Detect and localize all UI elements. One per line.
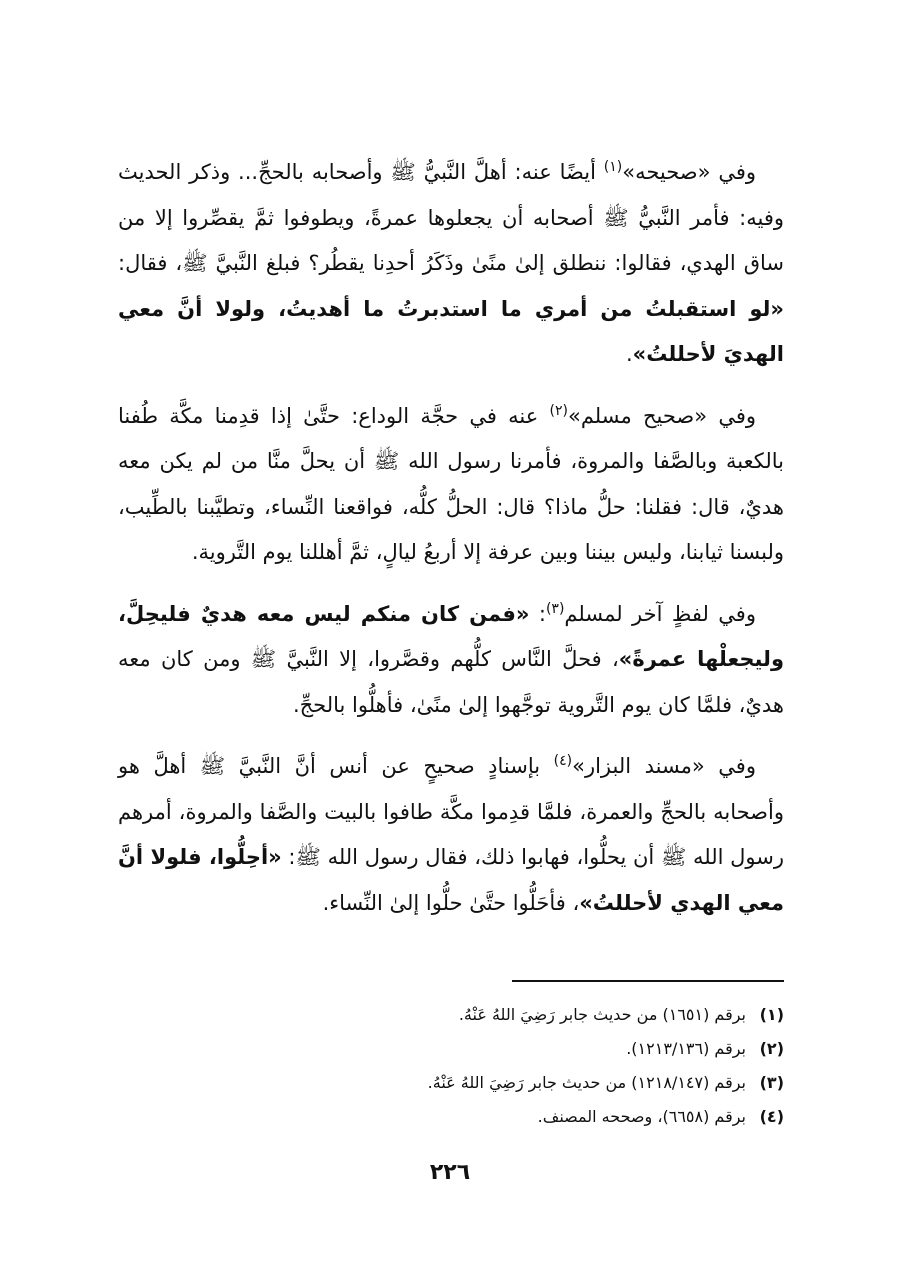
footnote-text: برقم (١٢١٣/١٣٦). [626, 1039, 746, 1058]
footnote-ref-3: (٣) [545, 600, 565, 617]
paragraph-2 [118, 394, 784, 576]
page-number: ٢٢٦ [429, 1160, 471, 1185]
footnote-text: برقم (١٦٥١) من حديث جابر رَضِيَ اللهُ عَنْهُ. [458, 1005, 746, 1024]
footnote-item [150, 998, 784, 1032]
footnote-item [150, 1100, 784, 1134]
footnote-text: برقم (١٢١٨/١٤٧) من حديث جابر رَضِيَ اللهُ عَنْهُ. [427, 1073, 746, 1092]
footnote-text: برقم (٦٦٥٨)، وصححه المصنف. [537, 1107, 746, 1126]
footnote-ref-2: (٢) [549, 402, 568, 419]
text-segment: بإسنادٍ صحيحٍ عن أنس أنَّ النَّبيَّ ﷺ أهلَّ هو وأصحابه بالحجِّ والعمرة، فلمَّا قدِموا مكَّة طافوا بالبيت والصَّفا والمروة، أمرهم رسول الله ﷺ أن يحلُّوا، فهابوا ذلك، فقال رسول الله ﷺ: [118, 754, 785, 869]
text-segment: عنه في حجَّة الوداع: حتَّىٰ إذا قدِمنا مكَّة طُفنا بالكعبة وبالصَّفا والمروة، فأمرنا رسول الله ﷺ أن يحلَّ منَّا من لم يكن معه هديٌ، قال: فقلنا: حلُّ ماذا؟ قال: الحلُّ كلُّه، فواقعنا النِّساء، وتطيَّبنا بالطِّيب، ولبسنا ثيابنا، وليس بيننا وبين عرفة إلا أربعُ ليالٍ، ثمَّ أهللنا يوم التَّروية. [118, 403, 784, 564]
text-segment: ، فحلَّ النَّاس كلُّهم وقصَّروا، إلا النَّبيَّ ﷺ ومن كان معه هديٌ، فلمَّا كان يوم التَّروية توجَّهوا إلىٰ منًىٰ، فأهلُّوا بالحجِّ. [118, 647, 784, 717]
text-segment: وفي «صحيح مسلم» [567, 403, 757, 428]
quote-bold: «فمن كان منكم ليس معه هديٌ فليحِلَّ، وليجعلْها عمرةً» [118, 601, 785, 671]
footnote-number: (٤) [759, 1107, 784, 1126]
text-segment: وفي لفظٍ آخر لمسلم [564, 601, 756, 626]
paragraph-4 [118, 744, 784, 926]
quote-bold: «أحِلُّوا، فلولا أنَّ معي الهدي لأحللتُ» [118, 845, 784, 915]
footnote-item [150, 1032, 784, 1066]
text-segment: أيضًا عنه: أهلَّ النَّبيُّ ﷺ وأصحابه بالحجِّ... وذكر الحديث وفيه: فأمر النَّبيُّ ﷺ أصحابه أن يجعلوها عمرةً، ويطوفوا ثمَّ يقصِّروا إلا من ساق الهدي، فقالوا: ننطلق إلىٰ منًىٰ وذَكَرُ أحدِنا يقطُر؟ فبلغ النَّبيَّ ﷺ، فقال: [118, 160, 784, 275]
footnote-divider [512, 980, 784, 982]
footnote-number: (٣) [759, 1073, 784, 1092]
paragraph-3 [118, 592, 784, 729]
quote-bold: «لو استقبلتُ من أمري ما استدبرتُ ما أهديتُ، ولولا أنَّ معي الهديَ لأحللتُ» [118, 296, 784, 366]
text-segment: ، فأحَلُّوا حتَّىٰ حلُّوا إلىٰ النِّساء. [322, 890, 580, 915]
paragraph-1 [118, 150, 784, 378]
footnote-ref-1: (١) [603, 159, 623, 175]
footnotes [150, 998, 784, 1134]
text-segment: . [625, 342, 633, 366]
footnote-item [150, 1066, 784, 1100]
main-text [118, 150, 784, 942]
footnote-ref-4: (٤) [553, 753, 573, 769]
text-segment: وفي «صحيحه» [622, 160, 757, 184]
footnote-number: (٢) [759, 1039, 784, 1058]
text-segment: وفي «مسند البزار» [572, 754, 756, 778]
footnote-number: (١) [759, 1005, 784, 1024]
text-segment: : [529, 601, 546, 626]
